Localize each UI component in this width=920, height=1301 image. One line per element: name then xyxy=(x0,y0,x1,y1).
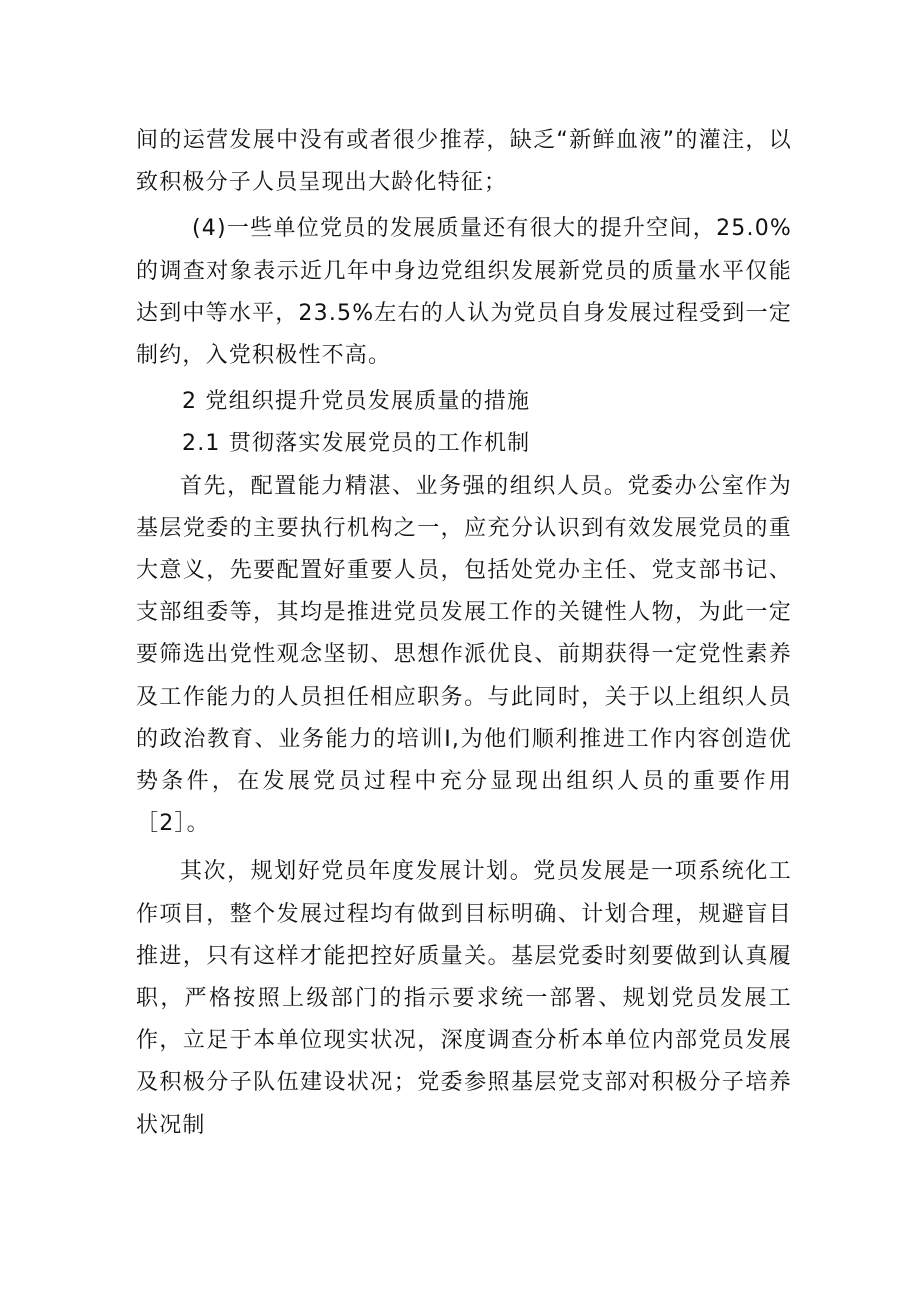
paragraph-continuation: 间的运营发展中没有或者很少推荐，缺乏“新鲜血液”的灌注，以致积极分子人员呈现出大龄化特征； xyxy=(136,128,792,196)
paragraph-second: 其次，规划好党员年度发展计划。党员发展是一项系统化工作项目，整个发展过程均有做到目标明确、计划合理，规避盲目推进，只有这样才能把控好质量关。基层党委时刻要做到认真履职，严格按照上级部门的指示要求统一部署、规划党员发展工作，立足于本单位现实状况，深度调查分析本单位内部党员发展及积极分子队伍建设状况；党委参照基层党支部对积极分子培养状况制 xyxy=(136,859,792,1138)
paragraph-point-4: (4)一些单位党员的发展质量还有很大的提升空间，25.0%的调查对象表示近几年中身边党组织发展新党员的质量水平仅能达到中等水平，23.5%左右的人认为党员自身发展过程受到一定制约，入党积极性不高。 xyxy=(136,216,792,369)
section-heading: 2 党组织提升党员发展质量的措施 xyxy=(182,389,531,415)
paragraph-first: 首先，配置能力精湛、业务强的组织人员。党委办公室作为基层党委的主要执行机构之一，应充分认识到有效发展党员的重大意义，先要配置好重要人员，包括处党办主任、党支部书记、支部组委等，其均是推进党员发展工作的关键性人物，为此一定要筛选出党性观念坚韧、思想作派优良、前期获得一定党性素养及工作能力的人员担任相应职务。与此同时，关于以上组织人员的政治教育、业务能力的培训I,为他们顺利推进工作内容创造优势条件，在发展党员过程中充分显现出组织人员的重要作用［2］。 xyxy=(136,473,792,837)
subsection-heading: 2.1 贯彻落实发展党员的工作机制 xyxy=(182,431,531,457)
document-body xyxy=(136,120,792,1147)
